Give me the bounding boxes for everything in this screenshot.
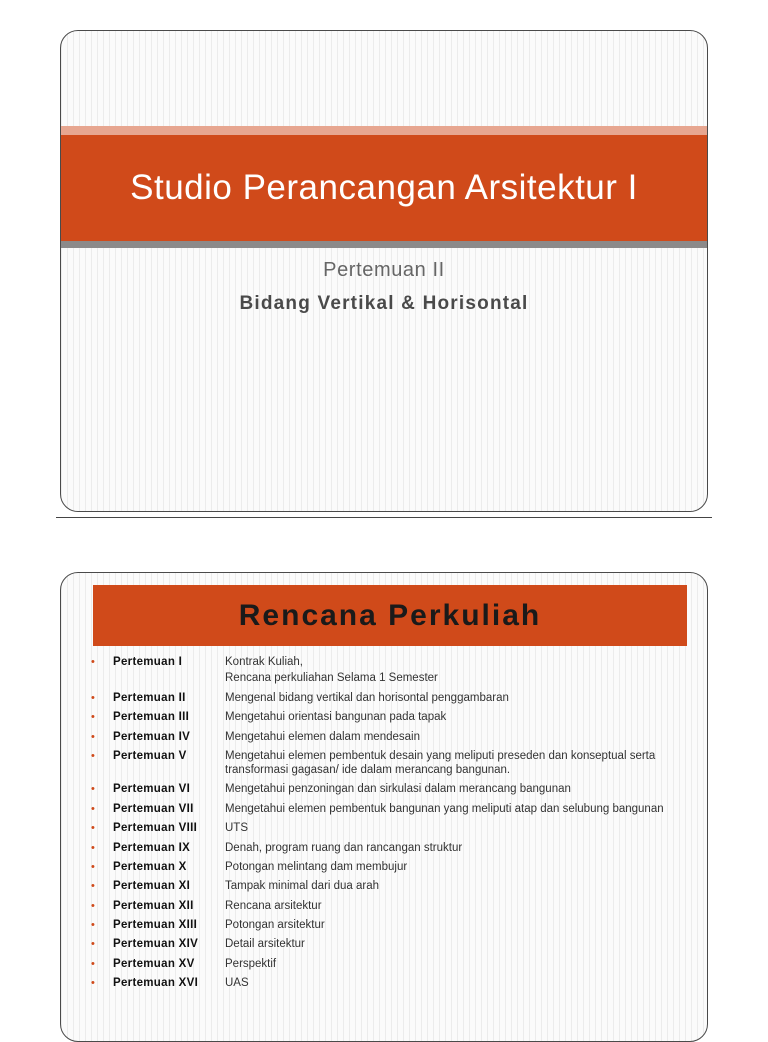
meeting-topic: Detail arsitektur — [225, 938, 305, 951]
meeting-label: Pertemuan II — [113, 691, 186, 704]
bullet-icon: • — [91, 802, 95, 815]
bullet-icon: • — [91, 860, 95, 873]
schedule-item — [91, 671, 691, 685]
title-band — [61, 135, 707, 241]
meeting-topic: Mengetahui elemen pembentuk desain yang meliputi preseden dan konseptual serta transformasi gagasan/ ide dalam merancang bangunan. — [225, 749, 656, 776]
bullet-icon: • — [91, 938, 95, 951]
schedule-item — [91, 860, 691, 874]
schedule-list — [91, 655, 691, 996]
schedule-title: Rencana Perkuliah — [238, 598, 542, 632]
bullet-icon: • — [91, 749, 95, 762]
meeting-topic: Potongan melintang dam membujur — [225, 860, 408, 873]
bullet-icon: • — [91, 841, 95, 854]
meeting-label: Pertemuan X — [113, 860, 187, 873]
meeting-label: Pertemuan III — [113, 711, 190, 724]
schedule-item — [91, 976, 691, 990]
meeting-topic: UTS — [225, 822, 248, 835]
meeting-label: Pertemuan XIII — [113, 919, 198, 932]
meeting-topic: UAS — [225, 977, 249, 990]
slide-title — [60, 30, 708, 512]
meeting-label: Pertemuan XVI — [113, 977, 199, 990]
bullet-icon: • — [91, 730, 95, 743]
schedule-item — [91, 802, 691, 816]
meeting-label: Pertemuan VIII — [113, 822, 198, 835]
schedule-item — [91, 782, 691, 796]
meeting-topic: Rencana perkuliahan Selama 1 Semester — [225, 672, 438, 685]
bullet-icon: • — [91, 899, 95, 912]
bullet-icon: • — [91, 656, 95, 668]
meeting-topic: Kontrak Kuliah, — [225, 656, 303, 668]
schedule-item — [91, 730, 691, 744]
meeting-label: Pertemuan IV — [113, 730, 191, 743]
meeting-label: Pertemuan V — [113, 749, 187, 762]
bullet-icon: • — [91, 919, 95, 932]
title-band-bottom — [61, 241, 707, 248]
title-band-top — [61, 126, 707, 135]
meeting-topic: Perspektif — [225, 957, 277, 970]
meeting-topic: Mengetahui elemen pembentuk bangunan yang meliputi atap dan selubung bangunan — [225, 802, 664, 815]
meeting-topic: Mengetahui orientasi bangunan pada tapak — [225, 711, 447, 724]
bullet-icon: • — [91, 977, 95, 990]
meeting-label: Pertemuan XII — [113, 899, 194, 912]
schedule-item — [91, 957, 691, 971]
slide-schedule — [60, 572, 708, 1042]
schedule-item — [91, 879, 691, 893]
schedule-item — [91, 749, 691, 777]
bullet-icon: • — [91, 783, 95, 796]
schedule-item — [91, 841, 691, 855]
bullet-icon: • — [91, 957, 95, 970]
schedule-item — [91, 691, 691, 705]
schedule-item — [91, 710, 691, 724]
schedule-item — [91, 655, 691, 669]
meeting-label: Pertemuan I — [113, 656, 183, 668]
schedule-item — [91, 918, 691, 932]
bullet-icon: • — [91, 711, 95, 724]
meeting-topic: Mengetahui elemen dalam mendesain — [225, 730, 420, 743]
meeting-subtitle: Pertemuan II — [323, 259, 445, 281]
meeting-label: Pertemuan VII — [113, 802, 194, 815]
schedule-item — [91, 937, 691, 951]
page-divider — [56, 517, 712, 518]
meeting-label: Pertemuan XIV — [113, 938, 199, 951]
meeting-label: Pertemuan IX — [113, 841, 191, 854]
meeting-label: Pertemuan XV — [113, 957, 195, 970]
topic-subtitle: Bidang Vertikal & Horisontal — [239, 293, 529, 314]
bullet-icon: • — [91, 880, 95, 893]
schedule-header — [93, 585, 687, 646]
meeting-topic: Mengetahui penzoningan dan sirkulasi dalam merancang bangunan — [225, 783, 571, 796]
meeting-label: Pertemuan XI — [113, 880, 191, 893]
meeting-topic: Rencana arsitektur — [225, 899, 322, 912]
meeting-topic: Tampak minimal dari dua arah — [225, 880, 380, 893]
presentation-title: Studio Perancangan Arsitektur I — [130, 168, 638, 207]
meeting-topic: Denah, program ruang dan rancangan struktur — [225, 841, 463, 854]
bullet-icon: • — [91, 822, 95, 835]
meeting-label: Pertemuan VI — [113, 783, 191, 796]
schedule-item — [91, 821, 691, 835]
meeting-topic: Potongan arsitektur — [225, 919, 325, 932]
schedule-item — [91, 899, 691, 913]
bullet-icon: • — [91, 691, 95, 704]
meeting-topic: Mengenal bidang vertikal dan horisontal penggambaran — [225, 691, 509, 704]
